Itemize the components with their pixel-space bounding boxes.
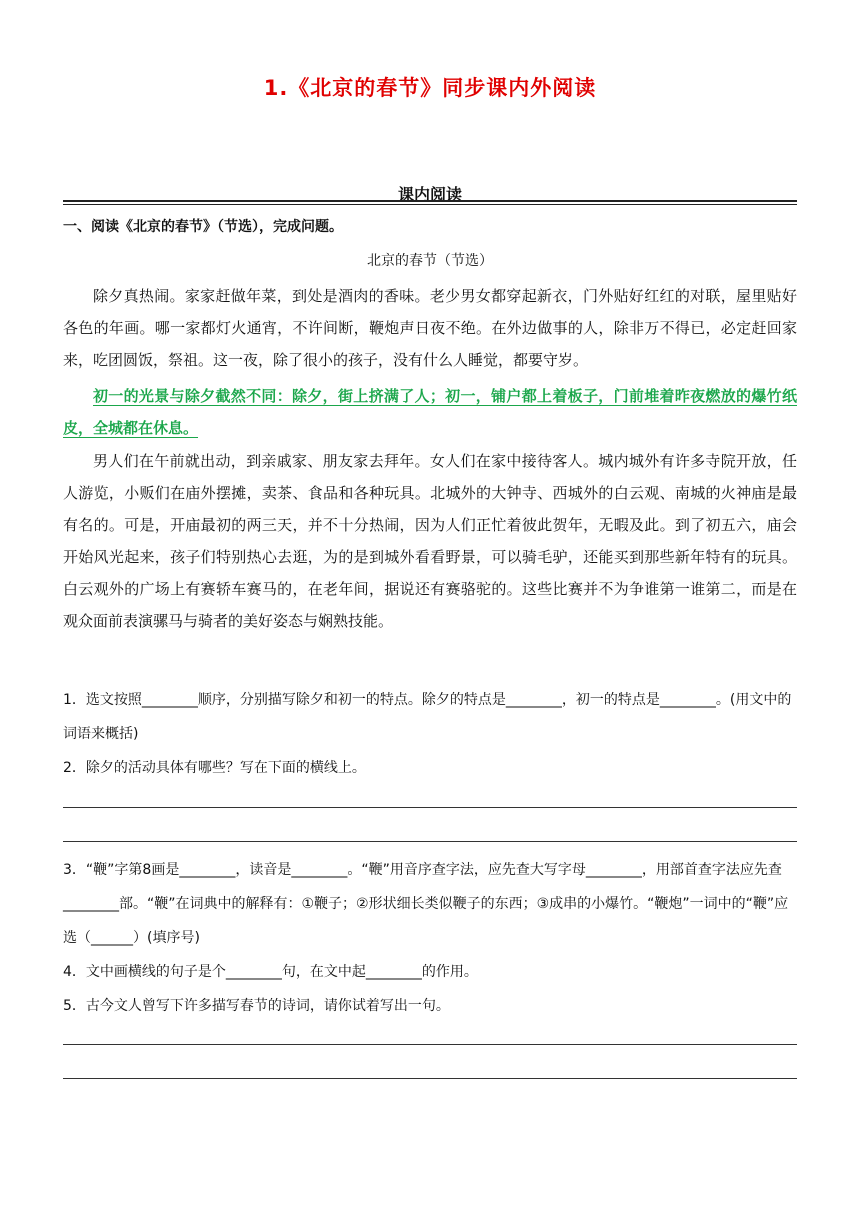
question-1: 1．选文按照________顺序，分别描写除夕和初一的特点。除夕的特点是________，初一的特点是________。(用文中的词语来概括) bbox=[63, 692, 792, 742]
answer-line-q2-1[interactable] bbox=[63, 807, 797, 808]
section-divider-thick bbox=[63, 200, 797, 202]
section-heading: 课内阅读 bbox=[397, 185, 462, 204]
passage-paragraph-1: 除夕真热闹。家家赶做年菜，到处是酒肉的香味。老少男女都穿起新衣，门外贴好红红的对联，屋里贴好各色的年画。哪一家都灯火通宵，不许间断，鞭炮声日夜不绝。在外边做事的人，除非万不得已，必定赶回家来，吃团圆饭，祭祖。这一夜，除了很小的孩子，没有什么人睡觉，都要守岁。 bbox=[63, 287, 797, 369]
answer-line-q5-1[interactable] bbox=[63, 1044, 797, 1045]
answer-line-q2-2[interactable] bbox=[63, 841, 797, 842]
answer-line-q5-2[interactable] bbox=[63, 1078, 797, 1079]
passage-paragraph-2-underlined: 初一的光景与除夕截然不同：除夕，街上挤满了人；初一，铺户都上着板子，门前堆着昨夜燃放的爆竹纸皮，全城都在休息。 bbox=[63, 387, 797, 437]
section-divider-thin bbox=[63, 204, 797, 205]
part-heading: 一、阅读《北京的春节》（节选），完成问题。 bbox=[63, 219, 343, 235]
document-title: 1.《北京的春节》同步课内外阅读 bbox=[263, 76, 597, 100]
passage-paragraph-3: 男人们在午前就出动，到亲戚家、朋友家去拜年。女人们在家中接待客人。城内城外有许多寺院开放，任人游览，小贩们在庙外摆摊，卖茶、食品和各种玩具。北城外的大钟寺、西城外的白云观、南城的火神庙是最有名的。可是，开庙最初的两三天，并不十分热闹，因为人们正忙着彼此贺年，无暇及此。到了初五六，庙会开始风光起来，孩子们特别热心去逛，为的是到城外看看野景，可以骑毛驴，还能买到那些新年特有的玩具。白云观外的广场上有赛轿车赛马的，在老年间，据说还有赛骆驼的。这些比赛并不为争谁第一谁第二，而是在观众面前表演骡马与骑者的美好姿态与娴熟技能。 bbox=[63, 452, 797, 630]
passage-title: 北京的春节（节选） bbox=[367, 253, 493, 269]
question-3: 3．“鞭”字第8画是________，读音是________。“鞭”用音序查字法，应先查大写字母________，用部首查字法应先查________部。“鞭”在词典中的解释有：①鞭子；②形状细长类似鞭子的东西；③成串的小爆竹。“鞭炮”一词中的“鞭”应选（______）(填序号) bbox=[63, 862, 789, 946]
question-5: 5．古今文人曾写下许多描写春节的诗词，请你试着写出一句。 bbox=[63, 998, 450, 1014]
question-2: 2．除夕的活动具体有哪些？写在下面的横线上。 bbox=[63, 760, 366, 776]
question-4: 4．文中画横线的句子是个________句，在文中起________的作用。 bbox=[63, 964, 478, 980]
